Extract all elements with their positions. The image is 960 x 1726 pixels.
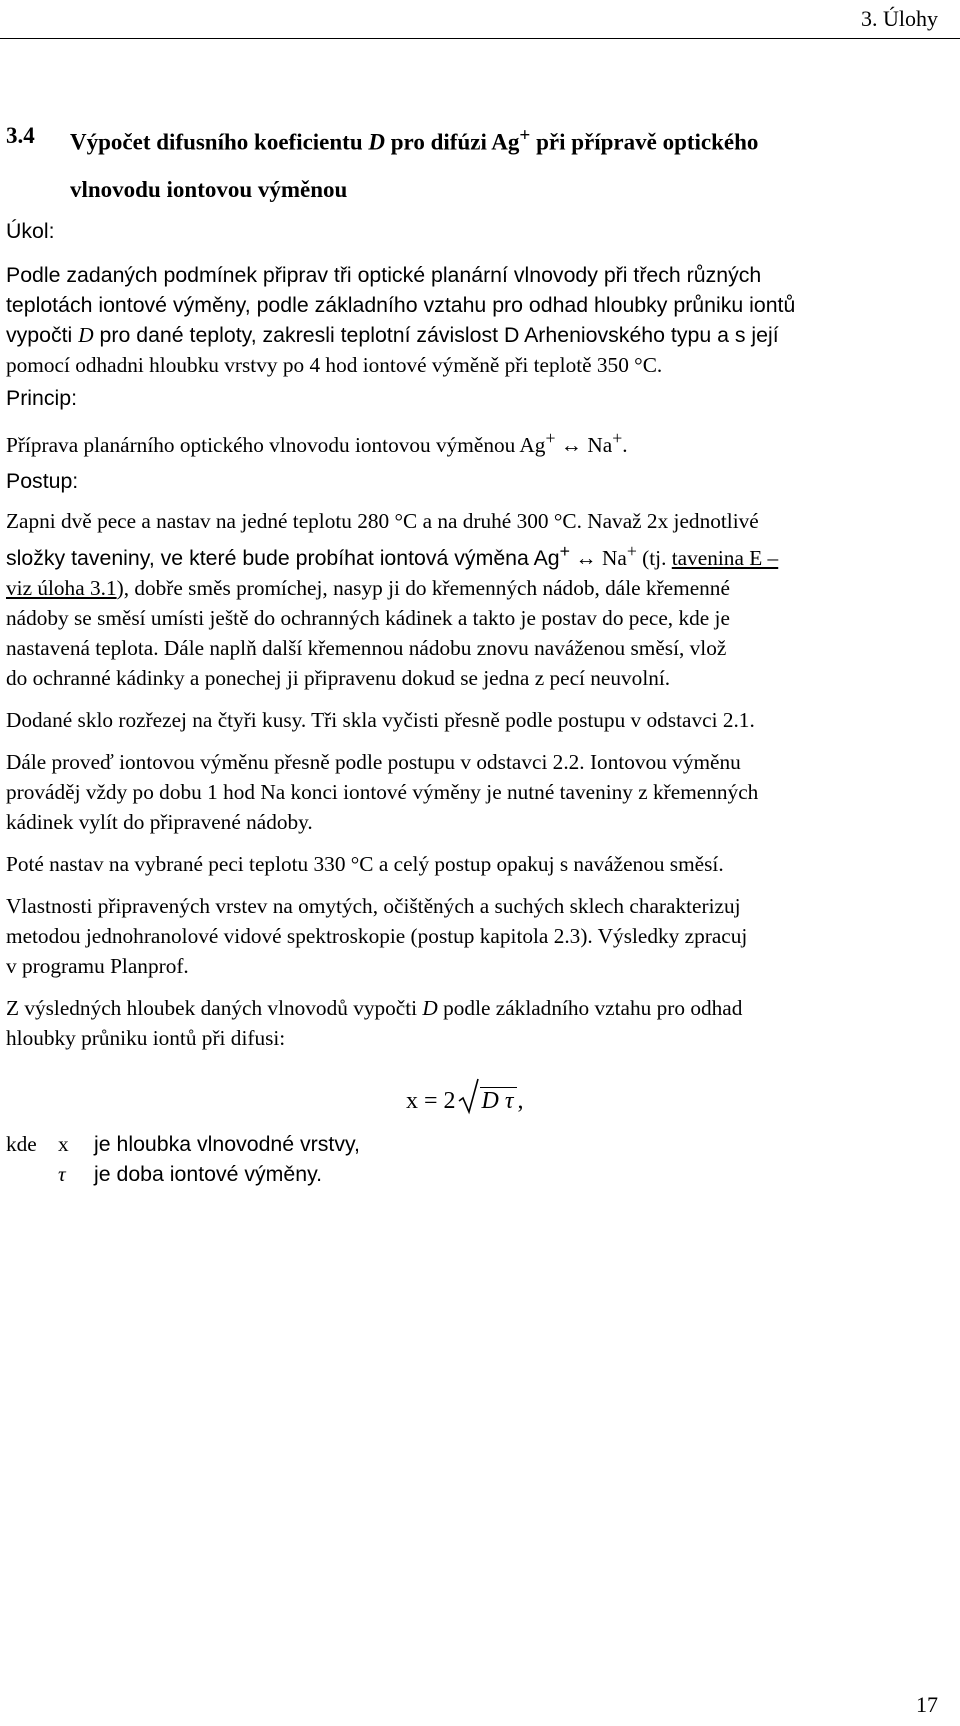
section-heading xyxy=(6,112,954,213)
princip-heading: Princip: xyxy=(6,385,78,410)
running-header: 3. Úlohy xyxy=(861,6,938,31)
ukol-line: vypočti D pro dané teploty, zakresli teplotní závislost D Arheniovského typu a s její xyxy=(6,322,779,347)
definitions xyxy=(6,1129,360,1189)
header-rule xyxy=(0,38,960,39)
arrow-icon: ↔ xyxy=(560,432,583,457)
postup-p5: Vlastnosti připravených vrstev na omytých, očištěných a suchých sklech charakterizuj metodou jednohranolové vidové spektroskopie (postup kapitola 2.3). Výsledky zpracuj v programu Planprof. xyxy=(6,893,748,978)
postup-heading: Postup: xyxy=(6,468,79,493)
section-title-text: vlnovodu iontovou výměnou xyxy=(70,176,348,202)
section-title-var: D xyxy=(368,129,386,155)
sqrt-icon xyxy=(458,1077,480,1115)
section-title-text: Výpočet difusního koeficientu xyxy=(70,129,363,155)
arrow-icon: ↔ xyxy=(575,545,597,570)
section-title-text: pro difúzi Ag xyxy=(390,129,520,155)
postup-body xyxy=(6,506,954,1053)
page-number: 17 xyxy=(916,1692,938,1717)
postup-p2: Dodané sklo rozřezej na čtyři kusy. Tři skla vyčisti přesně podle postupu v odstavci 2.1. xyxy=(6,707,755,732)
ukol-line: teplotách iontové výměny, podle základního vztahu pro odhad hloubky průniku iontů xyxy=(6,292,796,317)
ukol-line: pomocí odhadni hloubku vrstvy po 4 hod iontové výměně při teplotě 350 °C. xyxy=(6,352,663,377)
symbol-x: x xyxy=(58,1131,69,1156)
superscript: + xyxy=(519,125,531,146)
postup-p4: Poté nastav na vybrané peci teplotu 330 °C a celý postup opakuj s naváženou směsí. xyxy=(6,851,724,876)
symbol-tau: τ xyxy=(58,1161,66,1186)
postup-p3: Dále proveď iontovou výměnu přesně podle postupu v odstavci 2.2. Iontovou výměnu prováděj vždy po dobu 1 hod Na konci iontové výměny je nutné taveniny z křemenných kádinek vylít do připravené nádoby. xyxy=(6,749,759,834)
link-tavenina[interactable]: tavenina E – xyxy=(671,545,779,570)
definition-x: je hloubka vlnovodné vrstvy, xyxy=(94,1131,360,1156)
princip-text: Příprava planárního optického vlnovodu iontovou výměnou Ag+ ↔ Na+. xyxy=(6,427,628,457)
postup-p1: Zapni dvě pece a nastav na jedné teplotu 280 °C a na druhé 300 °C. Navaž 2x jednotlivé složky taveniny, ve které bude probíhat iontová výměna Ag+ ↔ Na+ (tj. tavenina E – viz úloha 3.1), dobře směs promíchej, nasyp ji do křemenných nádob, dále křemenné nádoby se směsí umísti ještě do ochranných kádinek a takto je postav do pece, kde je nastavená teplota. Dále naplň další křemennou nádobu znovu naváženou směsí, vlož do ochranné kádinky a ponechej ji připravenu dokud se jedna z pecí neuvolní. xyxy=(6,508,779,690)
postup-p6: Z výsledných hloubek daných vlnovodů vypočti D podle základního vztahu pro odhad hloubky průniku iontů při difusi: xyxy=(6,995,743,1050)
link-uloha[interactable]: viz úloha 3.1 xyxy=(6,575,117,600)
kde-label: kde xyxy=(6,1131,37,1156)
section-title-text: při přípravě optického xyxy=(536,129,759,155)
section-number: 3.4 xyxy=(6,123,35,148)
page-body xyxy=(6,112,954,1189)
ukol-heading: Úkol: xyxy=(6,218,55,243)
ukol-line: Podle zadaných podmínek připrav tři optické planární vlnovody při třech různých xyxy=(6,262,762,287)
formula: x = 2 D τ , xyxy=(406,1075,954,1115)
definition-tau: je doba iontové výměny. xyxy=(94,1161,323,1186)
